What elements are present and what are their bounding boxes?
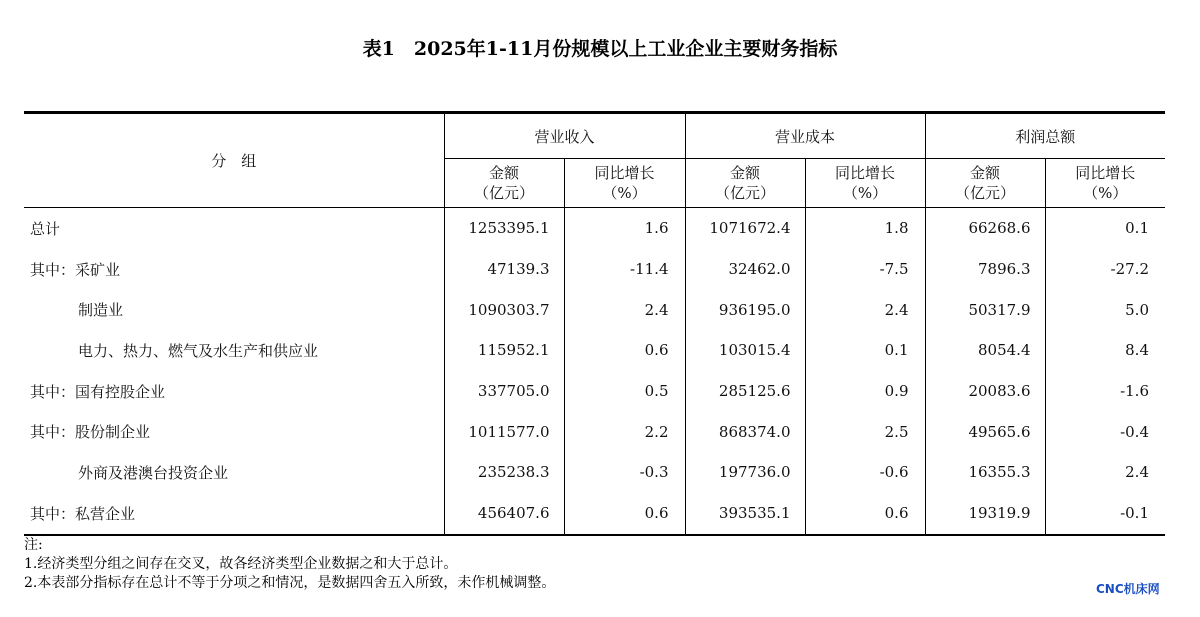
revenue-amount-cell: 337705.0	[444, 371, 564, 412]
revenue-header: 营业收入	[444, 113, 685, 159]
cost-amount-header	[685, 159, 805, 208]
cost-amount-cell: 285125.6	[685, 371, 805, 412]
note-2: 2.本表部分指标存在总计不等于分项之和情况，是数据四舍五入所致，未作机械调整。	[24, 575, 556, 591]
amount-label: 金额	[969, 164, 1000, 182]
row-label: 其中：股份制企业	[30, 423, 151, 442]
cost-amount-cell: 103015.4	[685, 330, 805, 371]
row-label: 电力、热力、燃气及水生产和供应业	[78, 341, 319, 360]
growth-label: 同比增长	[594, 164, 655, 182]
table-row	[24, 493, 1165, 535]
revenue-amount-cell: 115952.1	[444, 330, 564, 371]
profit-growth-cell: 2.4	[1045, 452, 1165, 493]
cost-header: 营业成本	[685, 113, 925, 159]
cost-growth-cell: 0.9	[805, 371, 925, 412]
profit-header: 利润总额	[925, 113, 1165, 159]
revenue-amount-cell: 456407.6	[444, 493, 564, 535]
cost-growth-cell: 0.6	[805, 493, 925, 535]
revenue-amount-cell: 47139.3	[444, 249, 564, 290]
profit-amount-cell: 66268.6	[925, 208, 1045, 249]
revenue-amount-cell: 1090303.7	[444, 289, 564, 330]
cost-growth-cell: 2.5	[805, 411, 925, 452]
table-row	[24, 452, 1165, 493]
cost-amount-cell: 393535.1	[685, 493, 805, 535]
revenue-growth-cell: -0.3	[564, 452, 685, 493]
cost-growth-cell: -0.6	[805, 452, 925, 493]
financial-indicators-table	[24, 111, 1165, 536]
table-row	[24, 330, 1165, 371]
amount-label: 金额	[729, 164, 760, 182]
revenue-growth-cell: 0.5	[564, 371, 685, 412]
growth-label: 同比增长	[1075, 164, 1136, 182]
revenue-amount-cell: 235238.3	[444, 452, 564, 493]
cost-amount-cell: 936195.0	[685, 289, 805, 330]
notes-label: 注:	[24, 537, 43, 553]
profit-amount-cell: 16355.3	[925, 452, 1045, 493]
profit-growth-cell: -0.1	[1045, 493, 1165, 535]
profit-growth-cell: -27.2	[1045, 249, 1165, 290]
note-1: 1.经济类型分组之间存在交叉，故各经济类型企业数据之和大于总计。	[24, 556, 458, 572]
growth-label: 同比增长	[834, 164, 895, 182]
table-row	[24, 371, 1165, 412]
revenue-growth-cell: 0.6	[564, 493, 685, 535]
cost-amount-cell: 868374.0	[685, 411, 805, 452]
table-row	[24, 208, 1165, 249]
group-header: 分 组	[24, 113, 444, 208]
amount-unit: （亿元）	[473, 184, 534, 202]
row-label: 其中：私营企业	[24, 493, 444, 535]
amount-unit: （亿元）	[714, 184, 775, 202]
table-row	[24, 289, 1165, 330]
row-label: 总计	[30, 219, 61, 238]
cost-amount-cell: 197736.0	[685, 452, 805, 493]
cost-growth-cell: 0.1	[805, 330, 925, 371]
table-row	[24, 411, 1165, 452]
cost-amount-cell: 1071672.4	[685, 208, 805, 249]
row-label: 制造业	[78, 301, 124, 320]
revenue-growth-cell: 2.2	[564, 411, 685, 452]
profit-amount-cell: 20083.6	[925, 371, 1045, 412]
revenue-growth-cell: 1.6	[564, 208, 685, 249]
watermark-logo: CNC机床网	[1096, 582, 1160, 596]
notes	[24, 536, 555, 593]
amount-label: 金额	[488, 164, 519, 182]
profit-growth-cell: 5.0	[1045, 289, 1165, 330]
cost-growth-cell: 1.8	[805, 208, 925, 249]
growth-unit: （%）	[842, 184, 888, 202]
profit-growth-cell: 0.1	[1045, 208, 1165, 249]
row-label: 其中：国有控股企业	[30, 382, 166, 401]
table-row	[24, 249, 1165, 290]
profit-growth-header	[1045, 159, 1165, 208]
growth-unit: （%）	[1083, 184, 1128, 202]
row-label: 外商及港澳台投资企业	[78, 463, 229, 482]
cost-growth-cell: -7.5	[805, 249, 925, 290]
row-label: 其中：采矿业	[30, 260, 121, 279]
revenue-growth-header	[564, 159, 685, 208]
profit-amount-cell: 50317.9	[925, 289, 1045, 330]
revenue-amount-cell: 1011577.0	[444, 411, 564, 452]
profit-amount-cell: 19319.9	[925, 493, 1045, 535]
profit-growth-cell: -1.6	[1045, 371, 1165, 412]
cost-amount-cell: 32462.0	[685, 249, 805, 290]
growth-unit: （%）	[602, 184, 647, 202]
revenue-growth-cell: 0.6	[564, 330, 685, 371]
revenue-amount-header	[444, 159, 564, 208]
revenue-growth-cell: -11.4	[564, 249, 685, 290]
amount-unit: （亿元）	[954, 184, 1015, 202]
profit-growth-cell: -0.4	[1045, 411, 1165, 452]
cost-growth-header	[805, 159, 925, 208]
revenue-growth-cell: 2.4	[564, 289, 685, 330]
table-title: 表1 2025年1-11月份规模以上工业企业主要财务指标	[362, 38, 838, 60]
profit-amount-cell: 7896.3	[925, 249, 1045, 290]
profit-growth-cell: 8.4	[1045, 330, 1165, 371]
profit-amount-cell: 49565.6	[925, 411, 1045, 452]
revenue-amount-cell: 1253395.1	[444, 208, 564, 249]
profit-amount-header	[925, 159, 1045, 208]
profit-amount-cell: 8054.4	[925, 330, 1045, 371]
cost-growth-cell: 2.4	[805, 289, 925, 330]
